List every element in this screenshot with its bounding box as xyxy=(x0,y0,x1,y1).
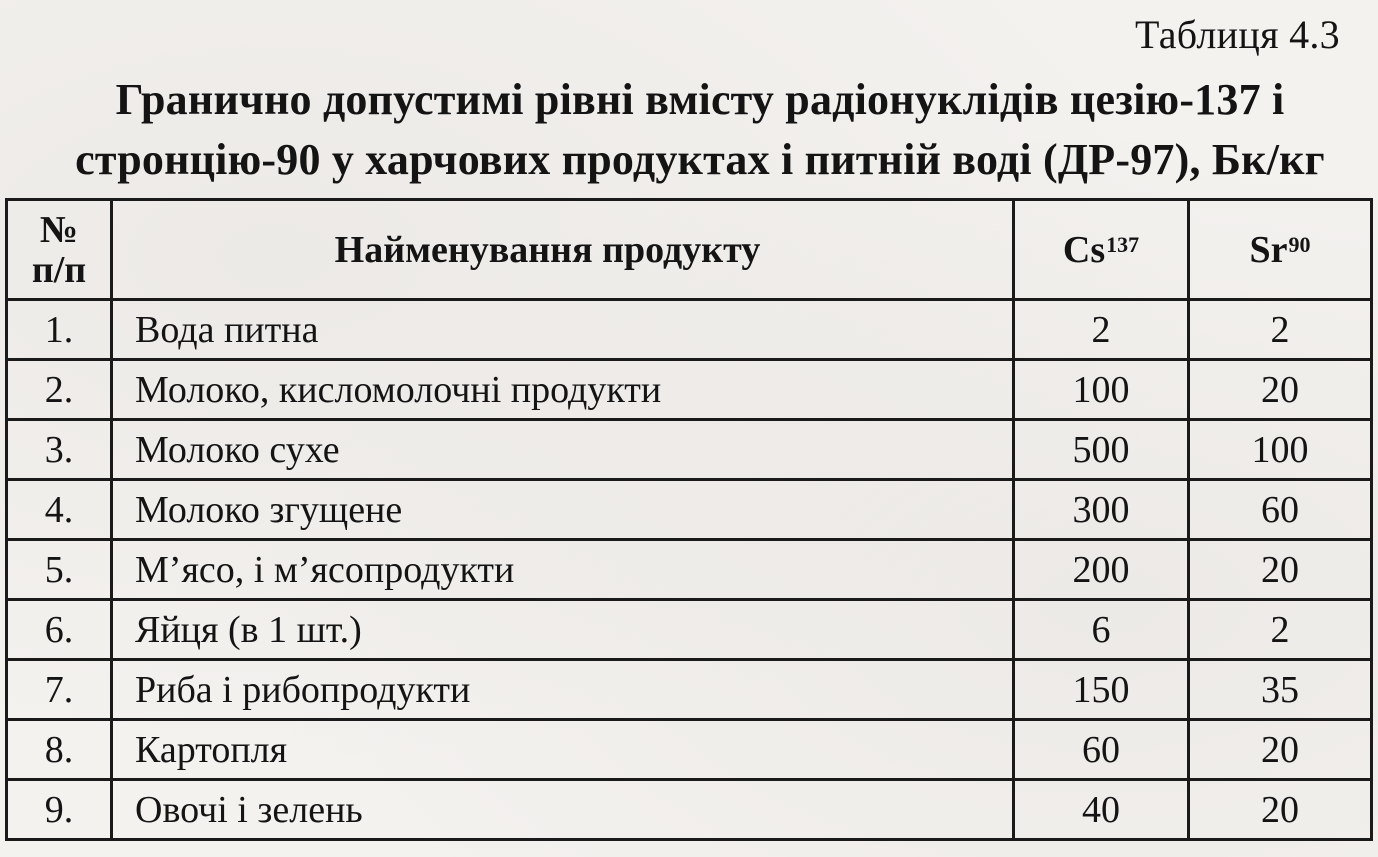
product-name: Молоко сухе xyxy=(112,420,1014,480)
table-row xyxy=(7,720,1372,780)
cs137-value: 6 xyxy=(1014,600,1189,660)
cs137-value: 60 xyxy=(1014,720,1189,780)
cs137-value: 100 xyxy=(1014,360,1189,420)
sr90-value: 60 xyxy=(1189,480,1372,540)
title-line-1: Гранично допустимі рівні вмісту радіонуклідів цезію-137 і xyxy=(115,75,1285,124)
cs137-value: 2 xyxy=(1014,300,1189,360)
table-title xyxy=(60,70,1340,190)
cs137-value: 150 xyxy=(1014,660,1189,720)
product-name: Вода питна xyxy=(112,300,1014,360)
sr90-value: 20 xyxy=(1189,720,1372,780)
product-name: М’ясо, і м’ясопродукти xyxy=(112,540,1014,600)
row-number: 8. xyxy=(7,720,112,780)
product-name: Картопля xyxy=(112,720,1014,780)
row-number: 3. xyxy=(7,420,112,480)
sr90-value: 100 xyxy=(1189,420,1372,480)
product-name: Риба і рибопродукти xyxy=(112,660,1014,720)
header-sr90 xyxy=(1189,200,1372,300)
header-number xyxy=(7,200,112,300)
row-number: 6. xyxy=(7,600,112,660)
table-row xyxy=(7,780,1372,840)
header-number-sign: № xyxy=(39,208,79,251)
product-name: Яйця (в 1 шт.) xyxy=(112,600,1014,660)
table-row xyxy=(7,600,1372,660)
table-row xyxy=(7,300,1372,360)
table-row xyxy=(7,480,1372,540)
sr90-value: 2 xyxy=(1189,300,1372,360)
cs137-value: 200 xyxy=(1014,540,1189,600)
table-row xyxy=(7,360,1372,420)
header-product-name: Найменування продукту xyxy=(112,200,1014,300)
row-number: 2. xyxy=(7,360,112,420)
row-number: 9. xyxy=(7,780,112,840)
product-name: Овочі і зелень xyxy=(112,780,1014,840)
product-name: Молоко, кисломолочні продукти xyxy=(112,360,1014,420)
title-line-2: стронцію-90 у харчових продуктах і питній воді (ДР-97), Бк/кг xyxy=(75,135,1325,184)
sr-mass-number: 90 xyxy=(1288,231,1311,257)
table-row xyxy=(7,540,1372,600)
table-row xyxy=(7,660,1372,720)
sr90-value: 20 xyxy=(1189,780,1372,840)
row-number: 1. xyxy=(7,300,112,360)
header-cs137 xyxy=(1014,200,1189,300)
cs137-value: 300 xyxy=(1014,480,1189,540)
header-number-abbr: п/п xyxy=(31,248,87,291)
row-number: 4. xyxy=(7,480,112,540)
table-number: Таблиця 4.3 xyxy=(1134,12,1340,57)
cs137-value: 40 xyxy=(1014,780,1189,840)
sr90-value: 20 xyxy=(1189,540,1372,600)
table-row xyxy=(7,420,1372,480)
cs137-value: 500 xyxy=(1014,420,1189,480)
cs-mass-number: 137 xyxy=(1106,231,1140,257)
header-row xyxy=(7,200,1372,300)
cs-symbol: Cs xyxy=(1062,228,1106,271)
sr90-value: 20 xyxy=(1189,360,1372,420)
sr90-value: 35 xyxy=(1189,660,1372,720)
row-number: 5. xyxy=(7,540,112,600)
product-name: Молоко згущене xyxy=(112,480,1014,540)
sr-symbol: Sr xyxy=(1249,228,1288,271)
sr90-value: 2 xyxy=(1189,600,1372,660)
radionuclide-limits-table xyxy=(5,198,1373,841)
row-number: 7. xyxy=(7,660,112,720)
